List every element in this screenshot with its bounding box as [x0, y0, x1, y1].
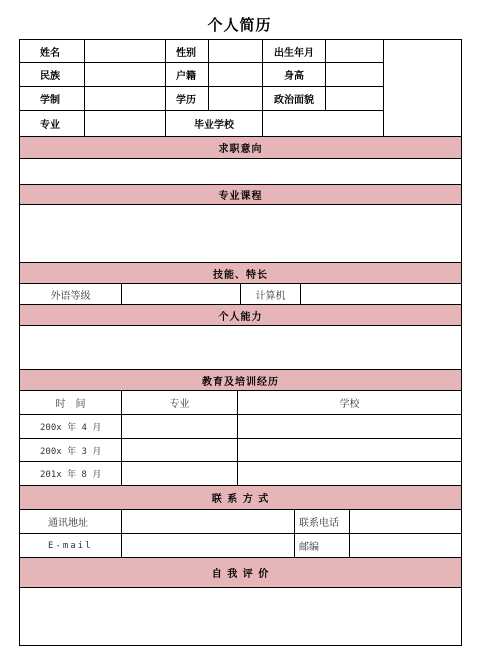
label-major: 专业 [20, 110, 84, 136]
value-phone[interactable] [349, 509, 461, 533]
edu-row-school[interactable] [237, 438, 461, 461]
label-computer: 计算机 [240, 283, 300, 304]
label-phone: 联系电话 [294, 509, 349, 533]
value-education[interactable] [208, 86, 262, 110]
label-schooling: 学制 [20, 86, 84, 110]
section-job-intention: 求职意向 [20, 136, 461, 158]
label-school: 毕业学校 [165, 110, 262, 136]
label-hukou: 户籍 [165, 62, 208, 86]
value-school[interactable] [262, 110, 383, 136]
edu-row-major[interactable] [121, 414, 237, 438]
edu-header-major: 专业 [121, 390, 237, 414]
section-self-eval: 自 我 评 价 [20, 557, 461, 587]
value-computer[interactable] [300, 283, 461, 304]
value-name[interactable] [84, 40, 165, 62]
label-email: E-mail [20, 533, 121, 557]
value-height[interactable] [325, 62, 383, 86]
courses-content[interactable] [20, 204, 461, 262]
value-major[interactable] [84, 110, 165, 136]
edu-header-school: 学校 [237, 390, 461, 414]
value-schooling[interactable] [84, 86, 165, 110]
label-politics: 政治面貌 [262, 86, 325, 110]
edu-row-time: 200x 年 3 月 [20, 438, 121, 461]
value-hukou[interactable] [208, 62, 262, 86]
value-postcode[interactable] [349, 533, 461, 557]
label-education: 学历 [165, 86, 208, 110]
label-foreign-lang: 外语等级 [20, 283, 121, 304]
edu-row-time: 200x 年 4 月 [20, 414, 121, 438]
label-address: 通讯地址 [20, 509, 121, 533]
value-politics[interactable] [325, 86, 383, 110]
value-email[interactable] [121, 533, 294, 557]
section-skills: 技能、特长 [20, 262, 461, 283]
section-education: 教育及培训经历 [20, 369, 461, 390]
page-title: 个人简历 [207, 16, 272, 34]
photo-box[interactable] [383, 40, 461, 136]
label-ethnicity: 民族 [20, 62, 84, 86]
value-address[interactable] [121, 509, 294, 533]
label-gender: 性别 [165, 40, 208, 62]
ability-content[interactable] [20, 325, 461, 369]
value-birth[interactable] [325, 40, 383, 62]
self-eval-content[interactable] [20, 587, 461, 645]
resume-table [19, 39, 462, 646]
label-name: 姓名 [40, 47, 60, 59]
label-birth: 出生年月 [262, 40, 325, 62]
edu-row-time: 201x 年 8 月 [20, 461, 121, 485]
label-postcode: 邮编 [294, 533, 349, 557]
edu-header-time: 时 间 [20, 390, 121, 414]
section-contact: 联 系 方 式 [20, 485, 461, 509]
edu-row-major[interactable] [121, 461, 237, 485]
section-courses: 专业课程 [20, 184, 461, 204]
job-intention-content[interactable] [20, 158, 461, 184]
edu-row-school[interactable] [237, 461, 461, 485]
value-foreign-lang[interactable] [121, 283, 240, 304]
value-gender[interactable] [208, 40, 262, 62]
section-ability: 个人能力 [20, 304, 461, 325]
value-ethnicity[interactable] [84, 62, 165, 86]
edu-row-school[interactable] [237, 414, 461, 438]
edu-row-major[interactable] [121, 438, 237, 461]
label-height: 身高 [262, 62, 325, 86]
